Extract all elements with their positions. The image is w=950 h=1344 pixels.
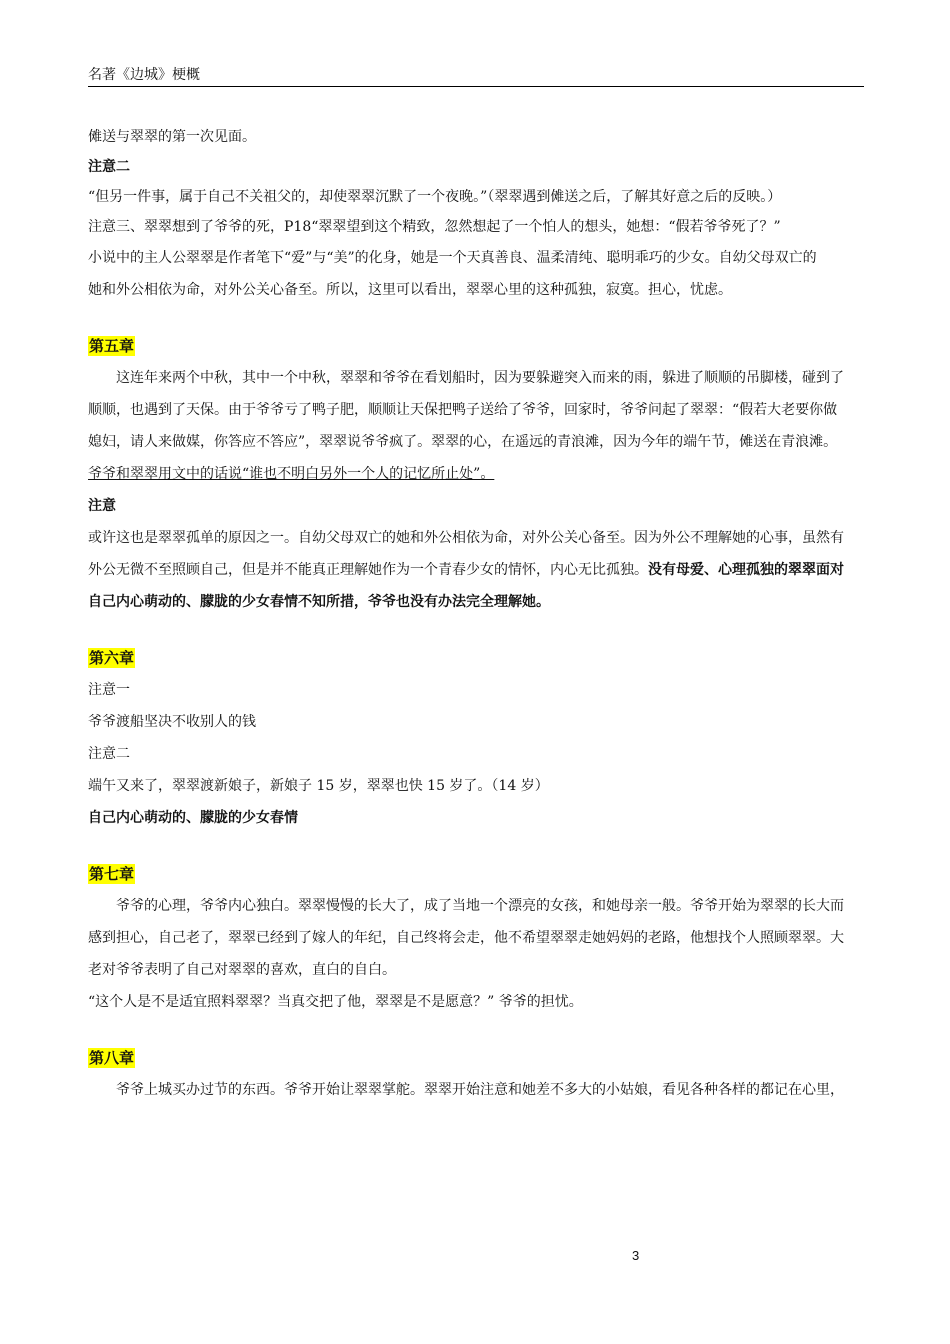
paragraph: 注意三、翠翠想到了爷爷的死，P18“翠翠望到这个精致，忽然想起了一个怕人的想头，她想：“假若爷爷死了？” <box>88 219 781 235</box>
chapter-5-title: 第五章 <box>89 337 135 355</box>
paragraph-line: 媳妇，请人来做媒，你答应不答应”，翠翠说爷爷疯了。翠翠的心，在遥远的青浪滩，因为今年的端午节，傩送在青浪滩。 <box>88 434 838 450</box>
paragraph: “这个人是不是适宜照料翠翠？当真交把了他，翠翠是不是愿意？” 爷爷的担忧。 <box>88 994 583 1010</box>
note-label: 注意一 <box>88 682 130 698</box>
paragraph: 傩送与翠翠的第一次见面。 <box>88 129 256 145</box>
note-label: 注意二 <box>88 746 130 762</box>
paragraph-line: 这连年来两个中秋，其中一个中秋，翠翠和爷爷在看划船时，因为要躲避突入而来的雨，躲进了顺顺的吊脚楼，碰到了 <box>116 370 844 386</box>
underlined-sentence: 爷爷和翠翠用文中的话说“谁也不明白另外一个人的记忆所止处”。 <box>88 466 495 482</box>
chapter-5-heading-row <box>88 332 864 362</box>
page-number: 3 <box>632 1248 640 1263</box>
paragraph-line: 顺顺，也遇到了天保。由于爷爷亏了鸭子肥，顺顺让天保把鸭子送给了爷爷，回家时，爷爷问起了翠翠：“假若大老要你做 <box>88 402 838 418</box>
paragraph: 端午又来了，翠翠渡新娘子，新娘子 15 岁，翠翠也快 15 岁了。（14 岁） <box>88 778 549 794</box>
paragraph-line: 老对爷爷表明了自己对翠翠的喜欢，直白的自白。 <box>88 962 396 978</box>
note-label: 注意二 <box>88 159 130 175</box>
chapter-7-heading-row <box>88 860 864 890</box>
header-title: 名著《边城》梗概 <box>88 67 200 83</box>
chapter-6-title: 第六章 <box>89 649 135 667</box>
paragraph-line: 感到担心，自己老了，翠翠已经到了嫁人的年纪，自己终将会走，他不希望翠翠走她妈妈的老路，他想找个人照顾翠翠。大 <box>88 930 844 946</box>
paragraph-line: 她和外公相依为命，对外公关心备至。所以，这里可以看出，翠翠心里的这种孤独，寂寞。担心，忧虑。 <box>88 282 732 298</box>
chapter-7-title: 第七章 <box>89 865 135 883</box>
note-label: 注意 <box>88 498 116 514</box>
paragraph-line: 小说中的主人公翠翠是作者笔下“爱”与“美”的化身，她是一个天真善良、温柔清纯、聪明乖巧的少女。自幼父母双亡的 <box>88 250 817 266</box>
document-body <box>88 122 864 1106</box>
paragraph: 自己内心萌动的、朦胧的少女春情 <box>88 810 298 826</box>
paragraph-line: 自己内心萌动的、朦胧的少女春情不知所措，爷爷也没有办法完全理解她。 <box>88 594 550 610</box>
paragraph-line: 或许这也是翠翠孤单的原因之一。自幼父母双亡的她和外公相依为命，对外公关心备至。因为外公不理解她的心事，虽然有 <box>88 530 844 546</box>
paragraph-line: 爷爷上城买办过节的东西。爷爷开始让翠翠掌舵。翠翠开始注意和她差不多大的小姑娘，看见各种各样的都记在心里， <box>116 1082 844 1098</box>
chapter-6-heading-row <box>88 644 864 674</box>
paragraph: 爷爷渡船坚决不收别人的钱 <box>88 714 256 730</box>
page-header <box>88 64 864 87</box>
chapter-8-title: 第八章 <box>89 1049 135 1067</box>
paragraph: “但另一件事，属于自己不关祖父的，却使翠翠沉默了一个夜晚。”（翠翠遇到傩送之后，了解其好意之后的反映。） <box>88 189 782 205</box>
chapter-8-heading-row <box>88 1044 864 1074</box>
paragraph-line: 爷爷的心理，爷爷内心独白。翠翠慢慢的长大了，成了当地一个漂亮的女孩，和她母亲一般。爷爷开始为翠翠的长大而 <box>116 898 844 914</box>
paragraph-line: 外公无微不至照顾自己，但是并不能真正理解她作为一个青春少女的情怀，内心无比孤独。没有母爱、心理孤独的翠翠面对 <box>88 562 844 578</box>
